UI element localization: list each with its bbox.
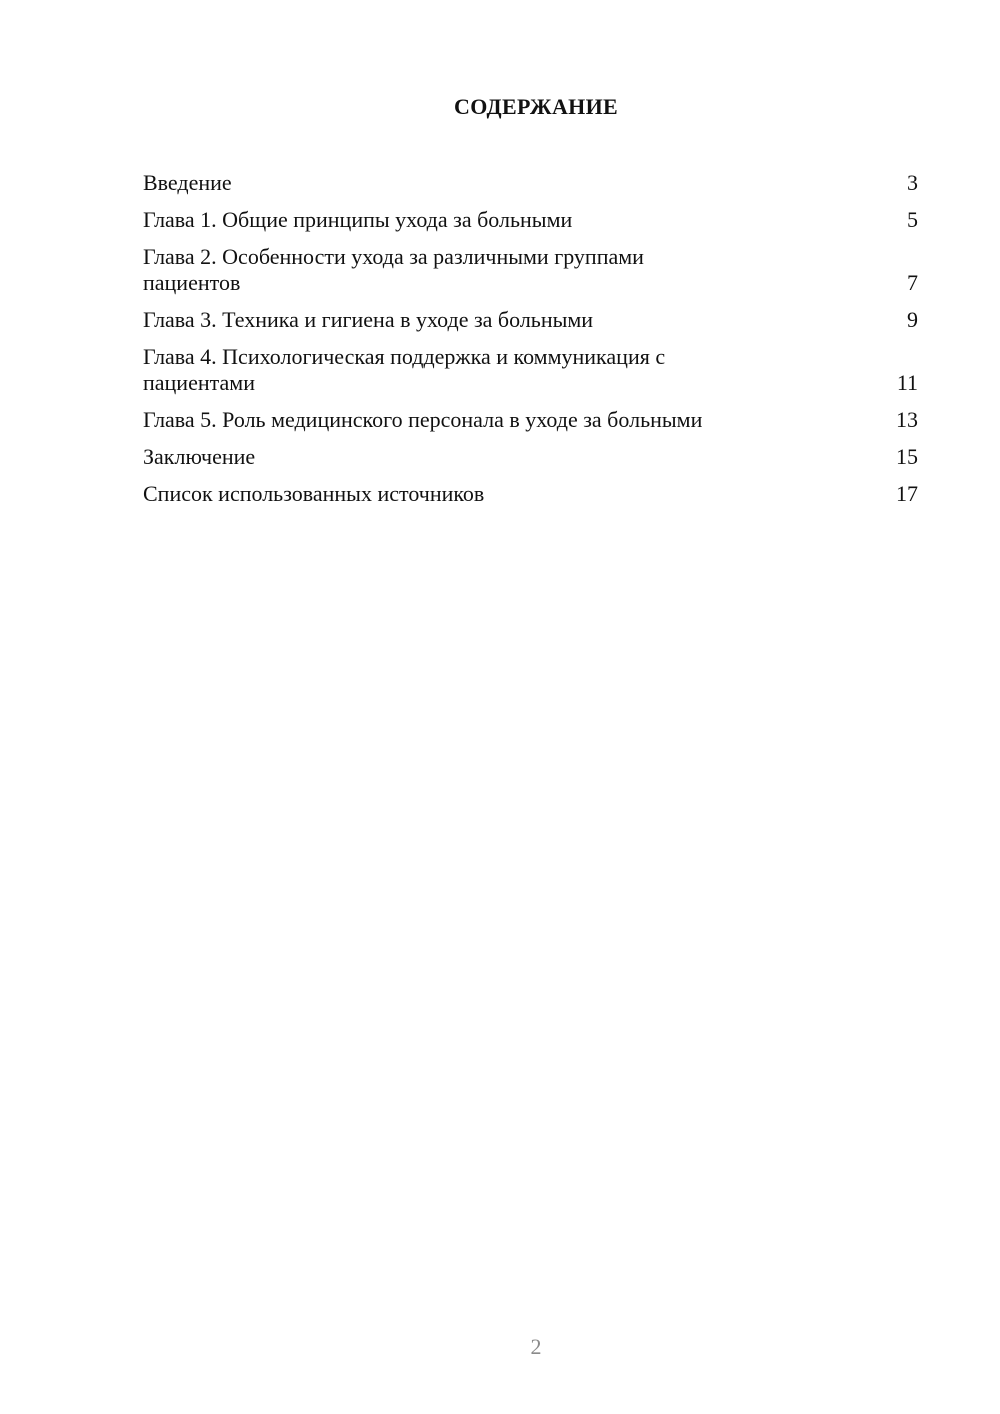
toc-entry-page: 7 — [907, 270, 918, 295]
toc-entry-page: 3 — [907, 170, 918, 195]
toc-entry-introduction — [143, 170, 918, 196]
toc-entry-chapter-5 — [143, 407, 918, 433]
toc-entry-title: Введение — [143, 170, 232, 195]
toc-entry-title: Список использованных источников — [143, 481, 485, 506]
toc-entry-chapter-4 — [143, 344, 918, 396]
toc-entry-chapter-2 — [143, 244, 918, 296]
toc-entry-title: Глава 2. Особенности ухода за различными группами пациентов — [143, 244, 644, 295]
toc-entry-title: Заключение — [143, 444, 256, 469]
toc-entry-chapter-1 — [143, 207, 918, 233]
toc-entry-page: 13 — [896, 407, 918, 432]
toc-entry-references — [143, 481, 918, 507]
toc-entry-chapter-3 — [143, 307, 918, 333]
toc-entry-page: 5 — [907, 207, 918, 232]
toc-entry-title: Глава 4. Психологическая поддержка и коммуникация с пациентами — [143, 344, 666, 395]
toc-entry-page: 11 — [896, 370, 918, 395]
toc-entry-title: Глава 5. Роль медицинского персонала в уходе за больными — [143, 407, 703, 432]
toc-entry-conclusion — [143, 444, 918, 470]
page-number: 2 — [530, 1334, 542, 1359]
table-of-contents — [143, 170, 918, 518]
toc-entry-title: Глава 1. Общие принципы ухода за больными — [143, 207, 573, 232]
page-title: СОДЕРЖАНИЕ — [454, 94, 618, 119]
toc-entry-page: 9 — [907, 307, 918, 332]
toc-entry-page: 15 — [896, 444, 918, 469]
toc-entry-title: Глава 3. Техника и гигиена в уходе за больными — [143, 307, 594, 332]
toc-entry-page: 17 — [896, 481, 918, 506]
